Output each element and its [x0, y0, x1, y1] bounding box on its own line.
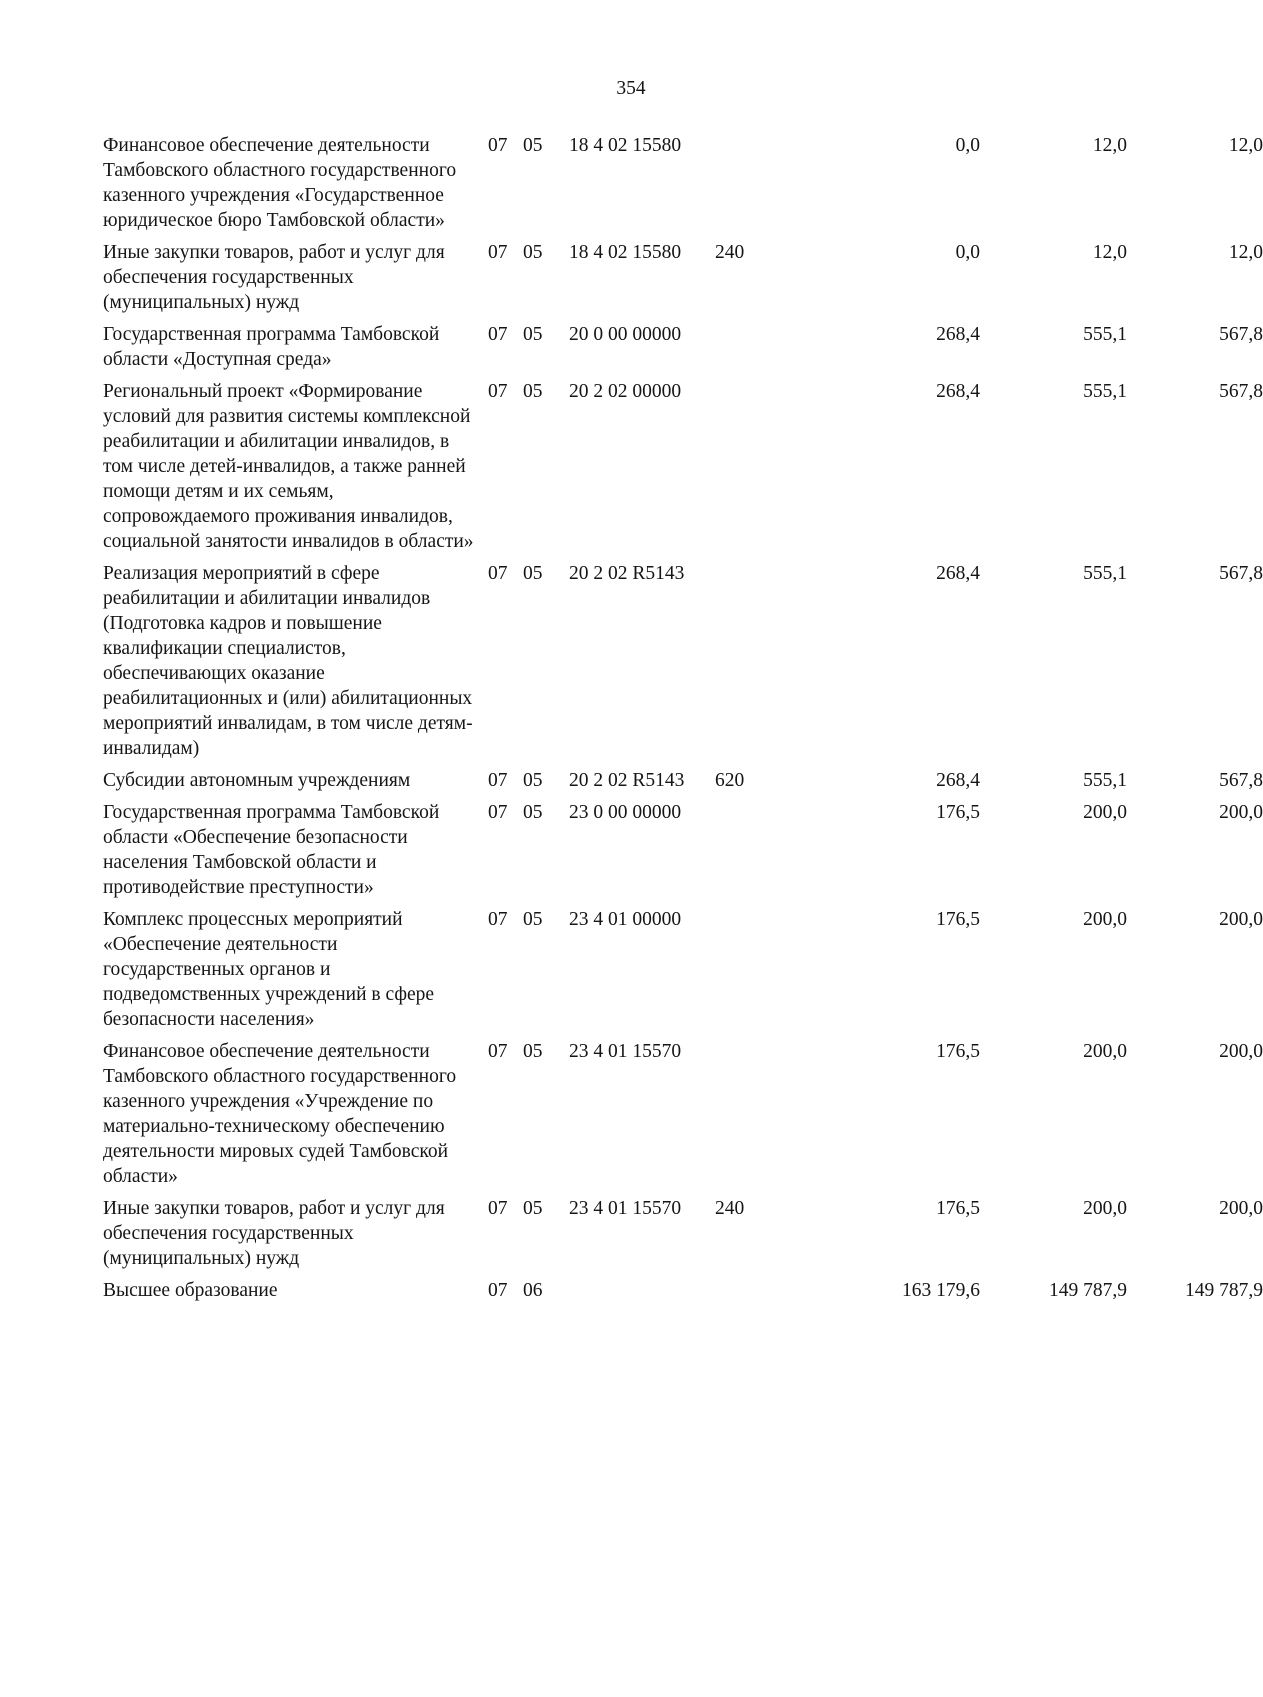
row-name: Субсидии автономным учреждениям — [103, 770, 411, 791]
row-subsection: 05 — [523, 381, 543, 402]
table-row — [103, 240, 1263, 315]
row-amount-3: 12,0 — [1228, 135, 1263, 156]
row-amount-2: 149 787,9 — [1049, 1280, 1127, 1301]
table-row — [103, 800, 1263, 900]
row-target-article: 20 2 02 R5143 — [569, 770, 685, 791]
row-amount-1: 176,5 — [936, 802, 980, 823]
row-name: Государственная программа Тамбовской области «Обеспечение безопасности населения Тамбовской области и противодействие преступности» — [103, 802, 440, 898]
table-row — [103, 133, 1263, 233]
table-row — [103, 379, 1263, 554]
row-amount-3: 567,8 — [1219, 563, 1263, 584]
row-name: Реализация мероприятий в сфере реабилитации и абилитации инвалидов (Подготовка кадров и повышение квалификации специалистов, обеспечивающих оказание реабилитационных и (или) абилитационных мероприятий инвалидам, в том числе детям-инвалидам) — [103, 563, 473, 759]
page-number: 354 — [616, 78, 646, 99]
row-amount-3: 200,0 — [1219, 909, 1263, 930]
row-amount-2: 200,0 — [1083, 909, 1127, 930]
row-name: Региональный проект «Формирование условий для развития системы комплексной реабилитации и абилитации инвалидов, в том числе детей-инвалидов, а также ранней помощи детям и их семьям, сопровождаемого проживания инвалидов, социальной занятости инвалидов в области» — [103, 381, 474, 552]
row-amount-3: 12,0 — [1228, 242, 1263, 263]
row-subsection: 05 — [523, 1041, 543, 1062]
row-target-article: 20 2 02 R5143 — [569, 563, 685, 584]
row-amount-1: 268,4 — [936, 324, 980, 345]
row-subsection: 05 — [523, 1198, 543, 1219]
row-amount-1: 163 179,6 — [902, 1280, 980, 1301]
row-section: 07 — [488, 1280, 508, 1301]
row-amount-3: 567,8 — [1219, 770, 1263, 791]
row-section: 07 — [488, 1041, 508, 1062]
row-amount-1: 268,4 — [936, 563, 980, 584]
row-expense-type: 240 — [715, 242, 745, 263]
row-name: Иные закупки товаров, работ и услуг для обеспечения государственных (муниципальных) нужд — [103, 1198, 445, 1269]
row-target-article: 23 4 01 00000 — [569, 909, 682, 930]
row-target-article: 20 2 02 00000 — [569, 381, 682, 402]
row-amount-1: 176,5 — [936, 1198, 980, 1219]
row-name: Иные закупки товаров, работ и услуг для обеспечения государственных (муниципальных) нужд — [103, 242, 445, 313]
row-subsection: 05 — [523, 802, 543, 823]
row-target-article: 23 0 00 00000 — [569, 802, 682, 823]
row-section: 07 — [488, 563, 508, 584]
row-section: 07 — [488, 909, 508, 930]
row-section: 07 — [488, 770, 508, 791]
row-section: 07 — [488, 324, 508, 345]
row-target-article: 23 4 01 15570 — [569, 1198, 682, 1219]
row-amount-3: 200,0 — [1219, 802, 1263, 823]
row-subsection: 05 — [523, 563, 543, 584]
row-amount-2: 12,0 — [1092, 135, 1127, 156]
row-amount-2: 555,1 — [1083, 770, 1127, 791]
row-amount-1: 176,5 — [936, 909, 980, 930]
row-amount-2: 555,1 — [1083, 563, 1127, 584]
row-subsection: 05 — [523, 135, 543, 156]
row-target-article: 20 0 00 00000 — [569, 324, 682, 345]
row-amount-2: 555,1 — [1083, 324, 1127, 345]
row-expense-type: 620 — [715, 770, 745, 791]
row-amount-3: 149 787,9 — [1185, 1280, 1263, 1301]
row-amount-1: 268,4 — [936, 381, 980, 402]
row-target-article: 18 4 02 15580 — [569, 242, 682, 263]
row-subsection: 05 — [523, 770, 543, 791]
row-amount-2: 555,1 — [1083, 381, 1127, 402]
row-expense-type: 240 — [715, 1198, 745, 1219]
table-row — [103, 768, 1263, 793]
row-target-article: 18 4 02 15580 — [569, 135, 682, 156]
row-amount-3: 200,0 — [1219, 1198, 1263, 1219]
row-section: 07 — [488, 242, 508, 263]
row-amount-1: 0,0 — [955, 242, 980, 263]
row-name: Комплекс процессных мероприятий «Обеспечение деятельности государственных органов и подведомственных учреждений в сфере безопасности населения» — [103, 909, 435, 1030]
table-row — [103, 907, 1263, 1032]
row-amount-1: 268,4 — [936, 770, 980, 791]
row-amount-2: 200,0 — [1083, 1198, 1127, 1219]
row-amount-3: 200,0 — [1219, 1041, 1263, 1062]
row-amount-3: 567,8 — [1219, 324, 1263, 345]
row-subsection: 05 — [523, 909, 543, 930]
row-target-article: 23 4 01 15570 — [569, 1041, 682, 1062]
table-row — [103, 561, 1263, 761]
row-section: 07 — [488, 381, 508, 402]
row-subsection: 06 — [523, 1280, 543, 1301]
row-amount-2: 200,0 — [1083, 1041, 1127, 1062]
row-name: Финансовое обеспечение деятельности Тамбовского областного государственного казенного учреждения «Учреждение по материально-техническому обеспечению деятельности мировых судей Тамбовской области» — [103, 1041, 457, 1187]
table-row — [103, 1278, 1263, 1303]
row-amount-2: 200,0 — [1083, 802, 1127, 823]
row-amount-3: 567,8 — [1219, 381, 1263, 402]
row-name: Государственная программа Тамбовской области «Доступная среда» — [103, 324, 440, 370]
table-row — [103, 322, 1263, 372]
row-amount-1: 0,0 — [955, 135, 980, 156]
row-subsection: 05 — [523, 242, 543, 263]
row-amount-2: 12,0 — [1092, 242, 1127, 263]
row-section: 07 — [488, 135, 508, 156]
row-section: 07 — [488, 1198, 508, 1219]
row-name: Финансовое обеспечение деятельности Тамбовского областного государственного казенного учреждения «Государственное юридическое бюро Тамбовской области» — [103, 135, 457, 231]
row-section: 07 — [488, 802, 508, 823]
row-name: Высшее образование — [103, 1280, 278, 1301]
table-row — [103, 1196, 1263, 1271]
row-subsection: 05 — [523, 324, 543, 345]
budget-table — [103, 133, 1263, 1303]
table-row — [103, 1039, 1263, 1189]
row-amount-1: 176,5 — [936, 1041, 980, 1062]
